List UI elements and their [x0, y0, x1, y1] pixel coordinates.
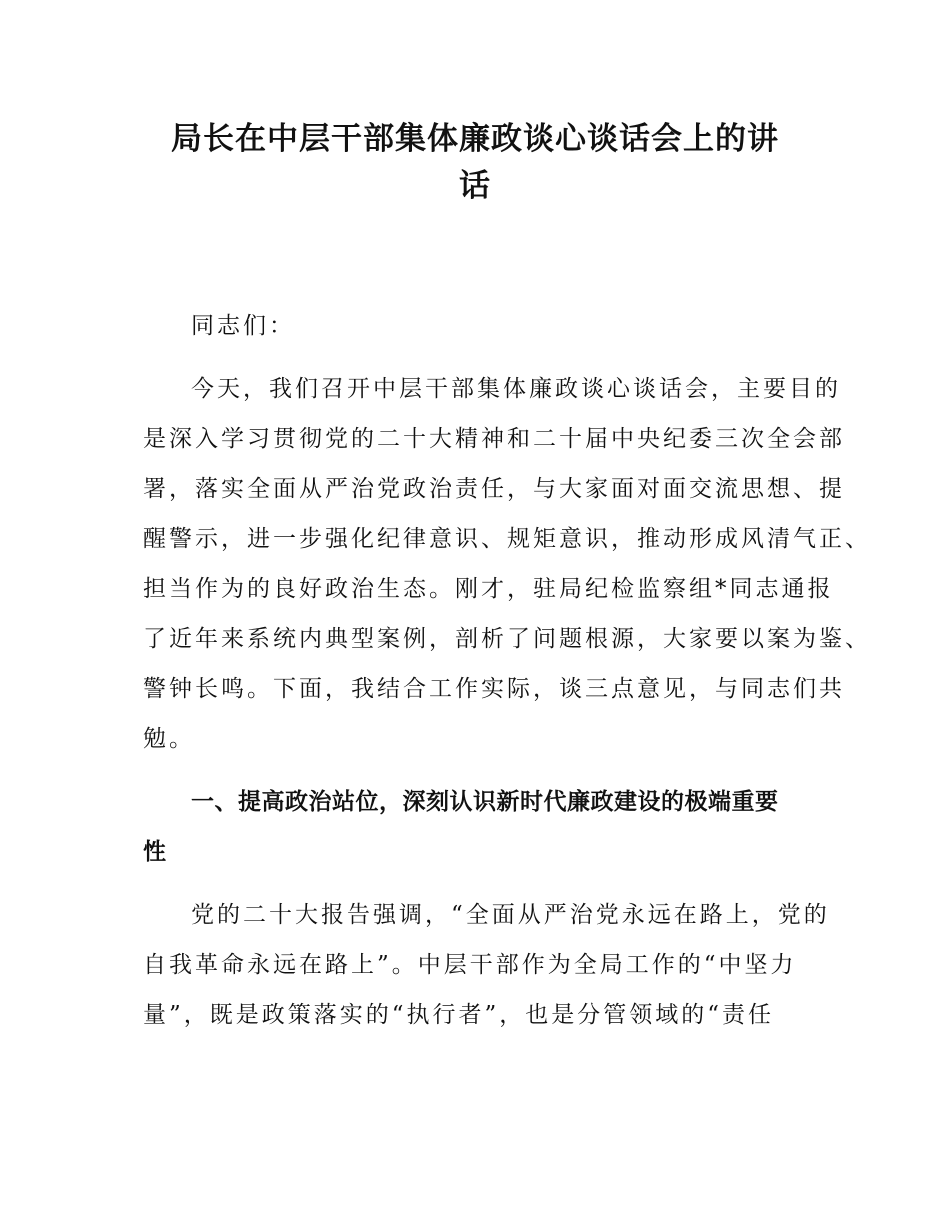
paragraph-line: 是深入学习贯彻党的二十大精神和二十届中央纪委三次全会部	[143, 426, 845, 452]
paragraph-line: 担当作为的良好政治生态。刚才，驻局纪检监察组*同志通报	[143, 576, 834, 602]
paragraph-line: 了近年来系统内典型案例，剖析了问题根源，大家要以案为鉴、	[143, 626, 871, 652]
paragraph-line: 署，落实全面从严治党政治责任，与大家面对面交流思想、提	[143, 476, 845, 502]
paragraph-line: 量”，既是政策落实的“执行者”，也是分管领域的“责任	[143, 1002, 775, 1028]
document-title-line-2: 话	[459, 168, 491, 204]
document-title-line-1: 局长在中层干部集体廉政谈心谈话会上的讲	[171, 121, 779, 157]
heading-line: 一、提高政治站位，深刻认识新时代廉政建设的极端重要	[191, 789, 779, 815]
paragraph-line: 自我革命永远在路上”。中层干部作为全局工作的“中坚力	[143, 952, 797, 978]
greeting: 同志们：	[191, 313, 295, 339]
paragraph-line: 勉。	[143, 726, 195, 752]
paragraph-line: 党的二十大报告强调，“全面从严治党永远在路上，党的	[191, 902, 830, 928]
paragraph-line: 今天，我们召开中层干部集体廉政谈心谈话会，主要目的	[191, 376, 841, 402]
paragraph-line: 醒警示，进一步强化纪律意识、规矩意识，推动形成风清气正、	[143, 526, 871, 552]
heading-line: 性	[143, 839, 167, 865]
paragraph-line: 警钟长鸣。下面，我结合工作实际，谈三点意见，与同志们共	[143, 676, 845, 702]
